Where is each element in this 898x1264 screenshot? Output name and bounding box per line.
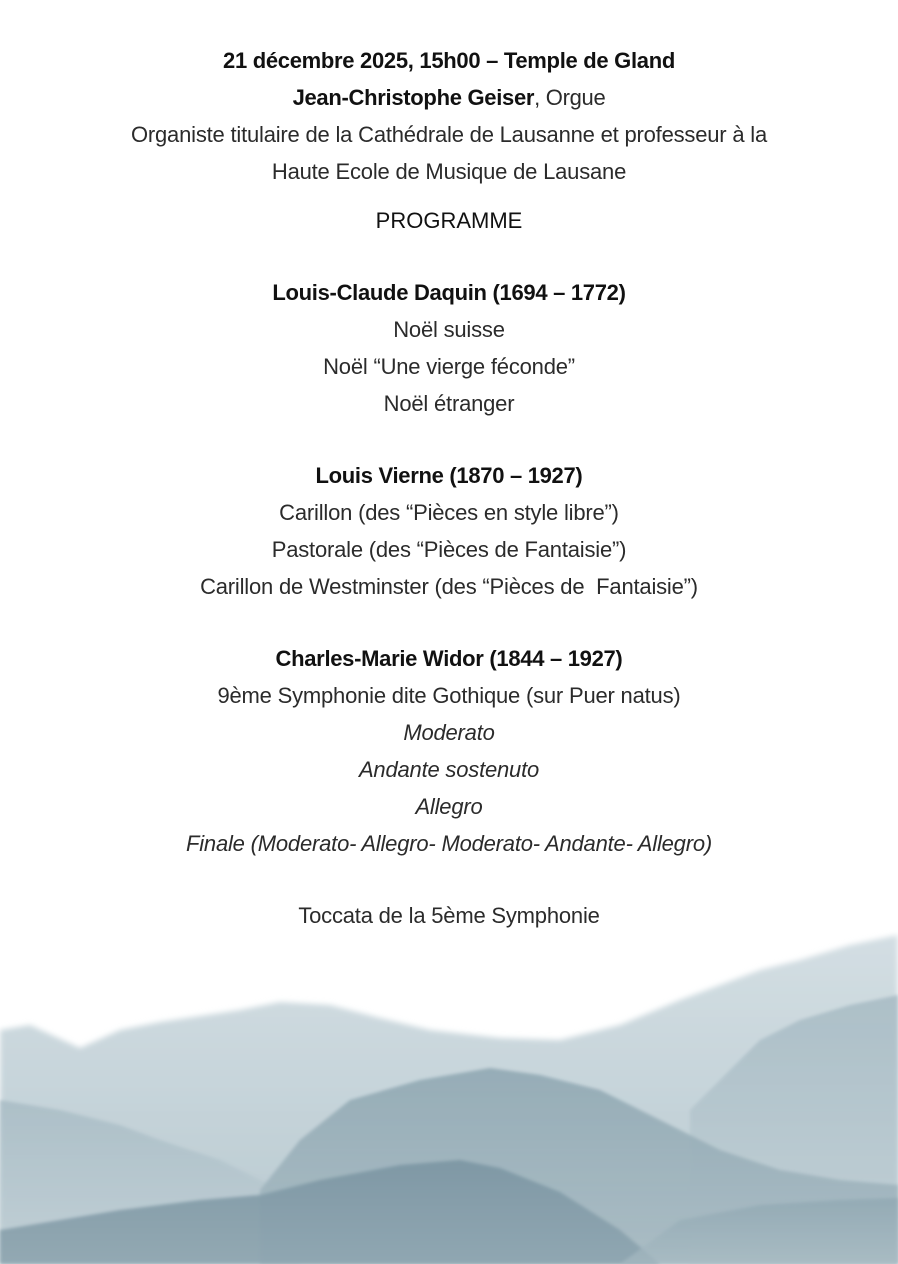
programme-title: PROGRAMME [375, 208, 523, 233]
closing-work-item: Toccata de la 5ème Symphonie [298, 903, 600, 928]
performer-bio-line-2: Haute Ecole de Musique de Lausane [271, 159, 627, 184]
composer-section-widor [0, 640, 898, 934]
movement-item: Andante sostenuto [358, 757, 540, 782]
movement-item: Allegro [415, 794, 483, 819]
composer-section-vierne [0, 457, 898, 605]
composer-name: Louis Vierne (1870 – 1927) [315, 463, 583, 488]
programme-text [0, 42, 898, 934]
watercolor-mountains-illustration [0, 930, 898, 1264]
performer-bio-line-1: Organiste titulaire de la Cathédrale de Lausanne et professeur à la [130, 122, 767, 147]
movement-item: Finale (Moderato- Allegro- Moderato- Andante- Allegro) [186, 831, 712, 856]
work-item: 9ème Symphonie dite Gothique (sur Puer natus) [217, 683, 681, 708]
movement-item: Moderato [403, 720, 495, 745]
work-item: Carillon (des “Pièces en style libre”) [279, 500, 619, 525]
work-item: Noël “Une vierge féconde” [323, 354, 575, 379]
work-item: Pastorale (des “Pièces de Fantaisie”) [271, 537, 627, 562]
performer-role: , Orgue [534, 85, 606, 110]
work-item: Carillon de Westminster (des “Pièces de Fantaisie”) [200, 574, 698, 599]
composer-section-daquin [0, 274, 898, 422]
date-venue-heading: 21 décembre 2025, 15h00 – Temple de Gland [223, 48, 675, 73]
work-item: Noël étranger [383, 391, 515, 416]
composer-name: Louis-Claude Daquin (1694 – 1772) [272, 280, 626, 305]
performer-name: Jean-Christophe Geiser [292, 85, 535, 110]
performer-line [0, 79, 898, 116]
composer-name: Charles-Marie Widor (1844 – 1927) [275, 646, 623, 671]
work-item: Noël suisse [393, 317, 505, 342]
